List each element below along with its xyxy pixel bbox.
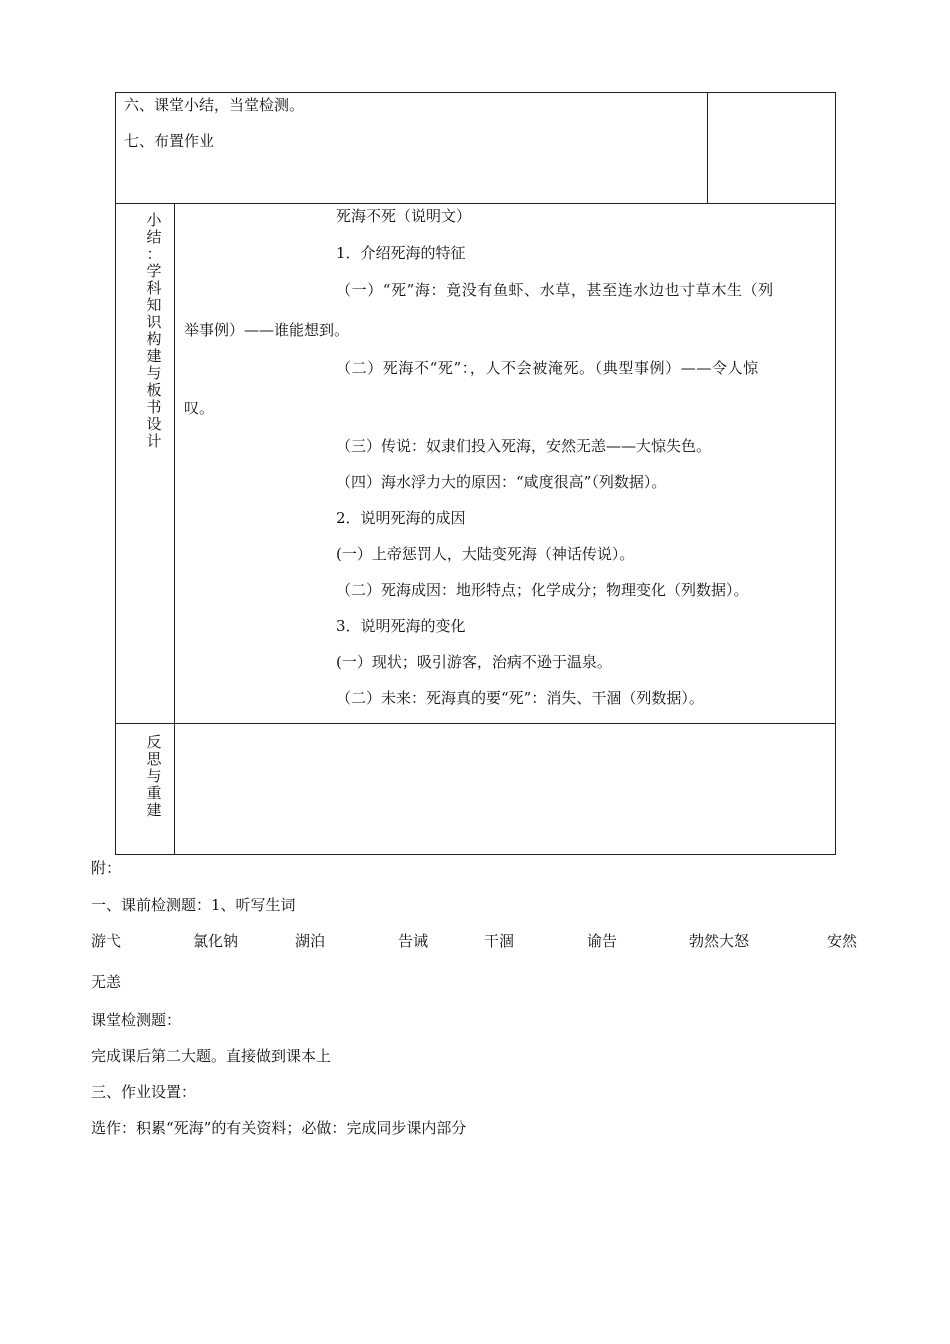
homework-title: 三、作业设置： <box>91 1083 197 1101</box>
table-border-bottom <box>115 854 836 855</box>
word-item: 游弋 <box>91 932 122 950</box>
word-item: 勃然大怒 <box>689 932 750 950</box>
row3-side-label <box>144 734 164 819</box>
word-item: 谕告 <box>587 932 618 950</box>
class-test-text: 完成课后第二大题。直接做到课本上 <box>91 1047 332 1065</box>
content-line: （二）死海不“死”：，人不会被淹死。（典型事例）——令人惊 <box>336 359 759 377</box>
row2-divider <box>115 723 836 724</box>
content-line: （二）死海成因：地形特点；化学成分；物理变化（列数据）。 <box>336 581 749 599</box>
table-border-left <box>115 92 116 855</box>
word-item: 干涸 <box>484 932 515 950</box>
word-item-continued: 无恙 <box>91 973 122 991</box>
content-line: 1．介绍死海的特征 <box>336 244 466 262</box>
content-line: (一）上帝惩罚人，大陆变死海（神话传说）。 <box>336 545 635 563</box>
row1-homework-text: 七、布置作业 <box>124 132 215 150</box>
content-title: 死海不死（说明文） <box>336 207 472 225</box>
content-line: 叹。 <box>184 399 215 417</box>
content-line: 2．说明死海的成因 <box>336 509 466 527</box>
appendix-heading: 附： <box>91 859 122 877</box>
content-line: （二）未来：死海真的要“死”：消失、干涸（列数据）。 <box>336 689 704 707</box>
row1-summary-text: 六、课堂小结，当堂检测。 <box>124 96 305 114</box>
table-border-right <box>835 92 836 855</box>
row1-column-divider <box>707 92 708 204</box>
row2-side-label-text: 小 结 ： 学 科 知 识 构 建 与 板 书 设 计 <box>146 211 162 450</box>
content-line: 举事例）——谁能想到。 <box>184 321 350 339</box>
content-line: 3．说明死海的变化 <box>336 617 466 635</box>
homework-text: 选作：积累“死海”的有关资料；必做：完成同步课内部分 <box>91 1119 467 1137</box>
word-item: 安然 <box>827 932 858 950</box>
word-item: 湖泊 <box>295 932 326 950</box>
word-item: 氯化钠 <box>193 932 239 950</box>
content-line: (一）现状；吸引游客，治病不逊于温泉。 <box>336 653 612 671</box>
content-line: （四）海水浮力大的原因：“咸度很高”（列数据）。 <box>336 473 667 491</box>
table-border-top <box>115 92 836 93</box>
content-line: （一）“死”海：竟没有鱼虾、水草，甚至连水边也寸草木生（列 <box>336 281 774 299</box>
pre-test-title: 一、课前检测题：1、听写生词 <box>91 896 296 914</box>
side-column-divider <box>174 203 175 855</box>
content-line: （三）传说：奴隶们投入死海，安然无恙——大惊失色。 <box>336 437 712 455</box>
row1-divider <box>115 203 836 204</box>
row2-side-label <box>144 212 164 450</box>
row3-side-label-text: 反 思 与 重 建 <box>146 733 162 819</box>
class-test-title: 课堂检测题： <box>91 1011 182 1029</box>
word-item: 告诫 <box>398 932 429 950</box>
